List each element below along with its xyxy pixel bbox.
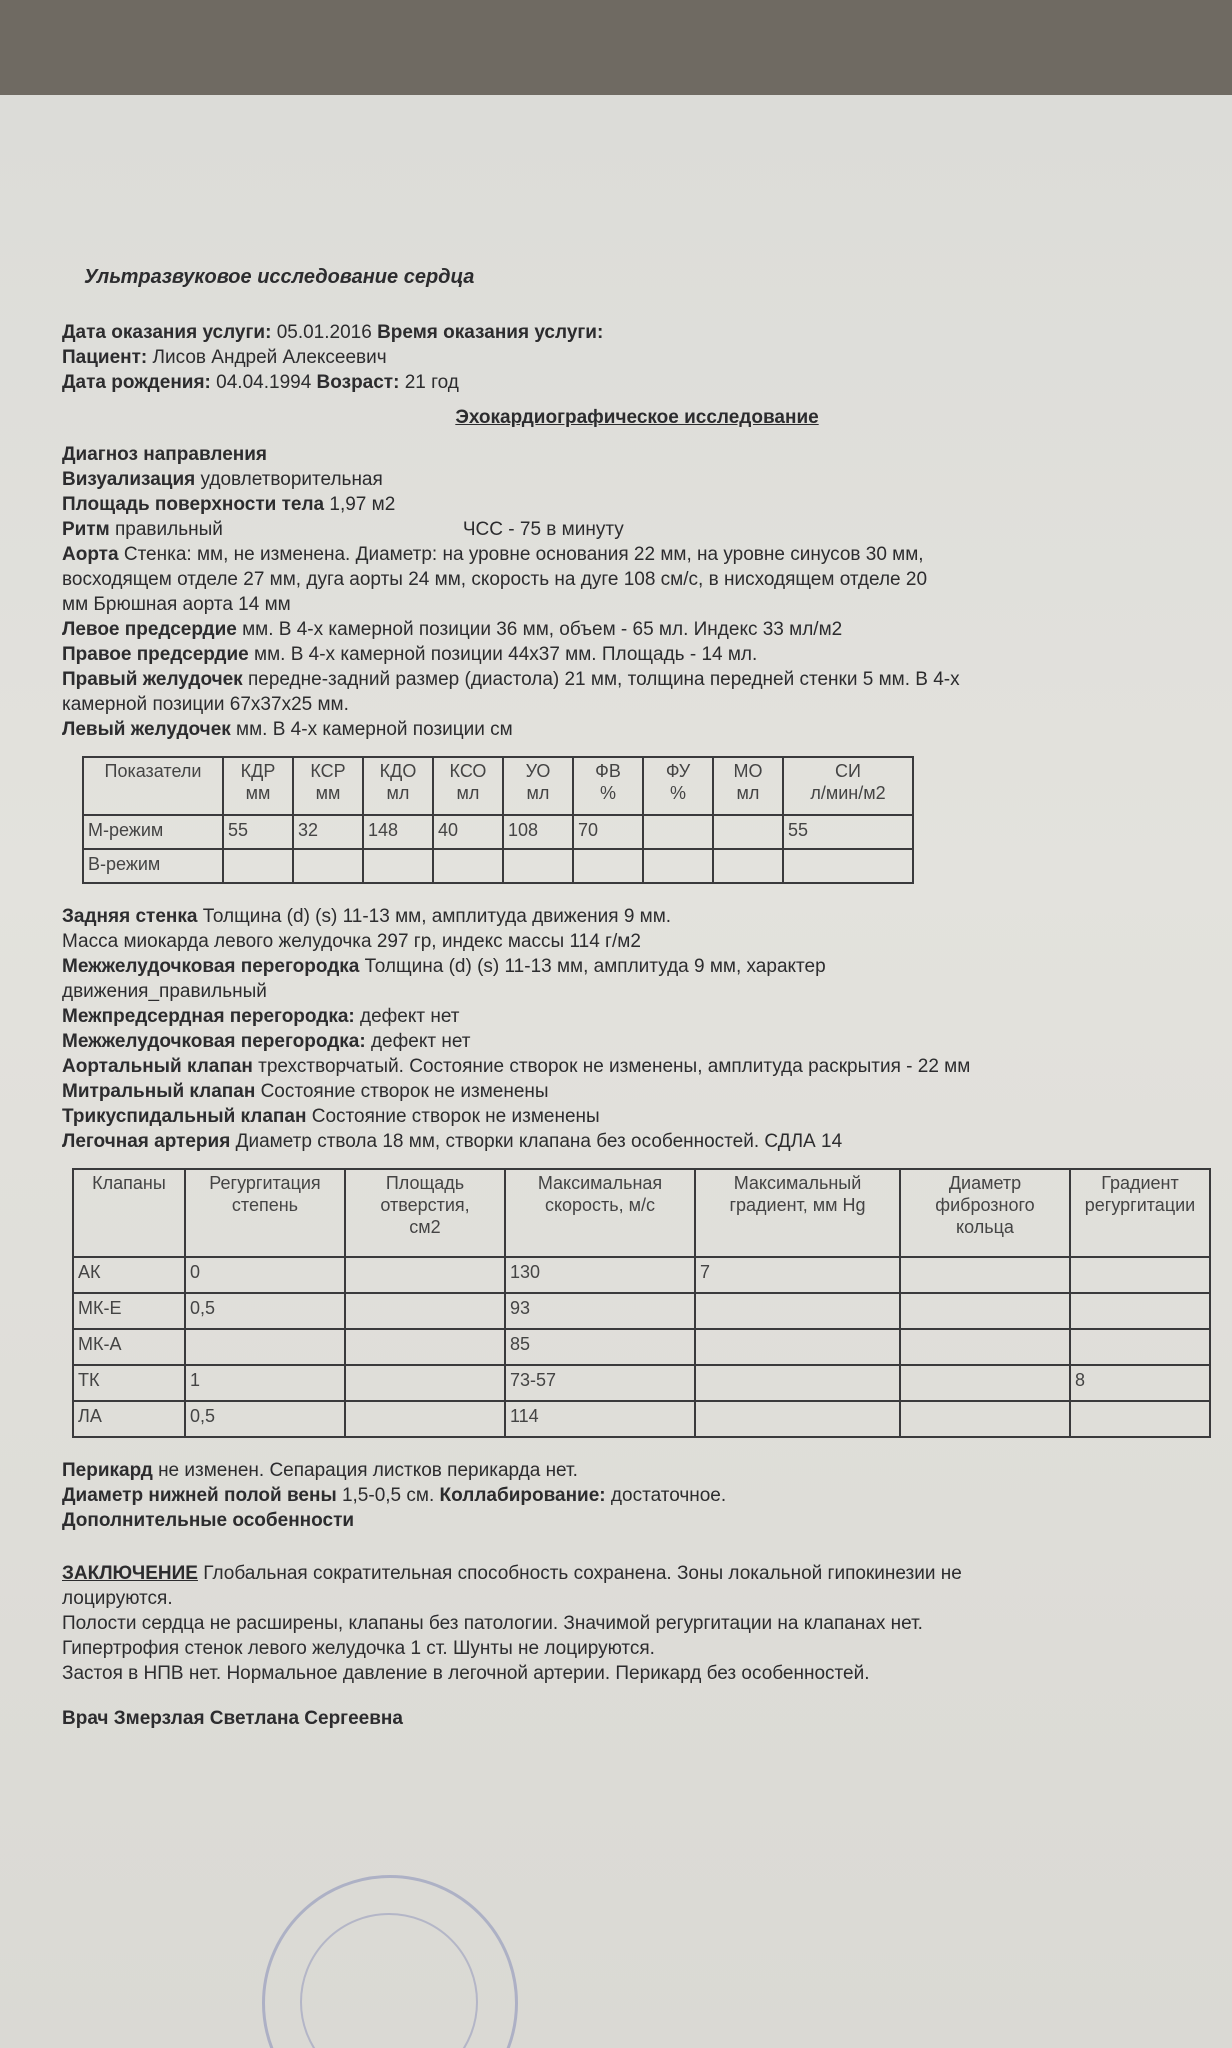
table-cell: 32 <box>293 815 363 849</box>
left-ventricle-line <box>62 717 1212 742</box>
ias-label: Межпредсердная перегородка: <box>62 1006 355 1027</box>
table-cell <box>643 815 713 849</box>
dob-label: Дата рождения: <box>62 372 211 393</box>
aorta-line-3: мм Брюшная аорта 14 мм <box>62 594 291 615</box>
table-cell <box>185 1329 345 1365</box>
table-cell <box>345 1329 505 1365</box>
mitral-valve-label: Митральный клапан <box>62 1081 256 1102</box>
left-atrium-label: Левое предсердие <box>62 619 237 640</box>
document-title: Ультразвуковое исследование сердца <box>84 266 475 288</box>
tricuspid-valve-label: Трикуспидальный клапан <box>62 1106 307 1127</box>
indicators-table <box>82 756 914 884</box>
table-cell <box>900 1257 1070 1293</box>
left-ventricle-label: Левый желудочек <box>62 719 231 740</box>
dob-line <box>62 370 1212 395</box>
aortic-valve-label: Аортальный клапан <box>62 1056 253 1077</box>
table-cell <box>1070 1401 1210 1437</box>
extra-features-line <box>62 1508 1212 1533</box>
right-ventricle-value: передне-задний размер (диастола) 21 мм, толщина передней стенки 5 мм. В 4-х <box>247 669 960 690</box>
header-cell: КСР мм <box>293 757 363 815</box>
table-cell <box>900 1401 1070 1437</box>
pulmonary-artery-line <box>62 1129 1212 1154</box>
table-cell <box>293 849 363 883</box>
header-cell: Регургитация степень <box>185 1169 345 1257</box>
ivc-value: 1,5-0,5 см. <box>341 1485 435 1506</box>
table-cell: ЛА <box>73 1401 185 1437</box>
table-cell: АК <box>73 1257 185 1293</box>
conclusion-heading: ЗАКЛЮЧЕНИЕ <box>62 1563 198 1584</box>
stamp-inner-ring <box>300 1913 478 2048</box>
diagnosis-line <box>62 442 1212 467</box>
service-date-line <box>62 320 1212 345</box>
body-area-line <box>62 492 1212 517</box>
aortic-valve-value: трехстворчатый. Состояние створок не изменены, амплитуда раскрытия - 22 мм <box>258 1056 971 1077</box>
ias-line <box>62 1004 1212 1029</box>
aorta-line-2: восходящем отделе 27 мм, дуга аорты 24 мм, скорость на дуге 108 см/с, в нисходящем отделе 20 <box>62 569 928 590</box>
pericardium-line <box>62 1458 1212 1483</box>
left-ventricle-value: мм. В 4-х камерной позиции см <box>236 719 513 740</box>
patient-value: Лисов Андрей Алексеевич <box>152 347 387 368</box>
date-value: 05.01.2016 <box>276 322 372 343</box>
ivc-line <box>62 1483 1212 1508</box>
table-cell: 0,5 <box>185 1401 345 1437</box>
doctor-signature: Врач Змерзлая Светлана Сергеевна <box>62 1708 403 1729</box>
table-cell: 0 <box>185 1257 345 1293</box>
table-cell: 40 <box>433 815 503 849</box>
header-cell: КСО мл <box>433 757 503 815</box>
rhythm-label: Ритм <box>62 519 110 540</box>
valves-header-row <box>73 1169 1210 1257</box>
myocardial-mass-line: Масса миокарда левого желудочка 297 гр, индекс массы 114 г/м2 <box>62 931 641 952</box>
ivs-label: Межжелудочковая перегородка <box>62 956 360 977</box>
ias-value: дефект нет <box>360 1006 460 1027</box>
valves-table <box>72 1168 1211 1438</box>
table-cell <box>345 1401 505 1437</box>
conclusion-block <box>62 1561 1212 1686</box>
left-atrium-line <box>62 617 1212 642</box>
table-cell: 85 <box>505 1329 695 1365</box>
table-cell <box>573 849 643 883</box>
right-atrium-line <box>62 642 1212 667</box>
header-cell: Максимальная скорость, м/с <box>505 1169 695 1257</box>
table-row <box>83 849 913 883</box>
right-ventricle-label: Правый желудочек <box>62 669 243 690</box>
tricuspid-valve-line <box>62 1104 1212 1129</box>
table-row <box>73 1365 1210 1401</box>
table-cell <box>713 849 783 883</box>
right-atrium-value: мм. В 4-х камерной позиции 44х37 мм. Площадь - 14 мл. <box>254 644 758 665</box>
collapse-value: достаточное. <box>610 1485 727 1506</box>
conclusion-line-5: Застоя в НПВ нет. Нормальное давление в легочной артерии. Перикард без особенностей. <box>62 1663 870 1684</box>
heart-rate-value: ЧСС - 75 в минуту <box>462 519 624 540</box>
tricuspid-valve-value: Состояние створок не изменены <box>311 1106 600 1127</box>
table-cell: 7 <box>695 1257 900 1293</box>
table-cell: 93 <box>505 1293 695 1329</box>
collapse-label: Коллабирование: <box>439 1485 606 1506</box>
table-cell <box>713 815 783 849</box>
right-ventricle-line <box>62 667 1212 692</box>
header-cell: Максимальный градиент, мм Hg <box>695 1169 900 1257</box>
conclusion-line-4: Гипертрофия стенок левого желудочка 1 ст. Шунты не лоцируются. <box>62 1638 655 1659</box>
header-cell: УО мл <box>503 757 573 815</box>
table-cell <box>900 1329 1070 1365</box>
table-cell: 108 <box>503 815 573 849</box>
left-atrium-value: мм. В 4-х камерной позиции 36 мм, объем - 65 мл. Индекс 33 мл/м2 <box>242 619 843 640</box>
header-cell: Диаметр фиброзного кольца <box>900 1169 1070 1257</box>
table-row <box>73 1401 1210 1437</box>
table-cell: 70 <box>573 815 643 849</box>
visualization-label: Визуализация <box>62 469 196 490</box>
table-cell: 114 <box>505 1401 695 1437</box>
table-cell: 0,5 <box>185 1293 345 1329</box>
posterior-wall-label: Задняя стенка <box>62 906 198 927</box>
indicators-header-row <box>83 757 913 815</box>
age-label: Возраст: <box>316 372 400 393</box>
ivc-label: Диаметр нижней полой вены <box>62 1485 337 1506</box>
dob-value: 04.04.1994 <box>216 372 312 393</box>
ivs-line-2: движения_правильный <box>62 981 267 1002</box>
table-cell <box>1070 1329 1210 1365</box>
table-cell <box>643 849 713 883</box>
posterior-wall-value: Толщина (d) (s) 11-13 мм, амплитуда движения 9 мм. <box>202 906 672 927</box>
header-cell: КДР мм <box>223 757 293 815</box>
table-cell: 55 <box>783 815 913 849</box>
table-cell <box>223 849 293 883</box>
aorta-line <box>62 542 1212 567</box>
table-cell <box>433 849 503 883</box>
header-cell: Площадь отверстия, см2 <box>345 1169 505 1257</box>
header-cell: Клапаны <box>73 1169 185 1257</box>
time-label: Время оказания услуги: <box>377 322 604 343</box>
table-cell: МК-А <box>73 1329 185 1365</box>
table-cell: 73-57 <box>505 1365 695 1401</box>
table-cell <box>695 1329 900 1365</box>
ivs-defect-line <box>62 1029 1212 1054</box>
header-cell: Показатели <box>83 757 223 815</box>
header-cell: МО мл <box>713 757 783 815</box>
conclusion-text: Глобальная сократительная способность сохранена. Зоны локальной гипокинезии не <box>203 1563 962 1584</box>
table-cell: 55 <box>223 815 293 849</box>
table-cell: ТК <box>73 1365 185 1401</box>
document-page <box>0 95 1232 2048</box>
extra-features-label: Дополнительные особенности <box>62 1510 355 1531</box>
table-cell <box>363 849 433 883</box>
visualization-line <box>62 467 1212 492</box>
header-cell: КДО мл <box>363 757 433 815</box>
section-title: Эхокардиографическое исследование <box>455 407 819 428</box>
table-cell <box>695 1293 900 1329</box>
pulmonary-artery-value: Диаметр ствола 18 мм, створки клапана без особенностей. СДЛА 14 <box>235 1131 843 1152</box>
table-cell <box>345 1293 505 1329</box>
ivs-defect-value: дефект нет <box>370 1031 471 1052</box>
table-cell <box>900 1293 1070 1329</box>
table-cell <box>900 1365 1070 1401</box>
table-cell <box>345 1365 505 1401</box>
date-label: Дата оказания услуги: <box>62 322 272 343</box>
ivs-line <box>62 954 1212 979</box>
right-atrium-label: Правое предсердие <box>62 644 249 665</box>
table-cell: 148 <box>363 815 433 849</box>
visualization-value: удовлетворительная <box>200 469 383 490</box>
header-cell: ФУ % <box>643 757 713 815</box>
posterior-wall-line <box>62 904 1212 929</box>
table-row <box>73 1329 1210 1365</box>
table-cell <box>695 1401 900 1437</box>
body-area-value: 1,97 м2 <box>329 494 396 515</box>
diagnosis-label: Диагноз направления <box>62 444 268 465</box>
pulmonary-artery-label: Легочная артерия <box>62 1131 231 1152</box>
table-cell <box>1070 1293 1210 1329</box>
table-cell: 1 <box>185 1365 345 1401</box>
ivs-defect-label: Межжелудочковая перегородка: <box>62 1031 366 1052</box>
table-cell <box>695 1365 900 1401</box>
right-ventricle-line-2: камерной позиции 67х37х25 мм. <box>62 694 349 715</box>
table-cell: 8 <box>1070 1365 1210 1401</box>
table-row <box>73 1293 1210 1329</box>
aortic-valve-line <box>62 1054 1212 1079</box>
aorta-label: Аорта <box>62 544 119 565</box>
stamp-seal <box>262 1875 518 2048</box>
table-cell <box>345 1257 505 1293</box>
rhythm-value: правильный <box>115 519 223 540</box>
table-row <box>73 1257 1210 1293</box>
pericardium-value: не изменен. Сепарация листков перикарда нет. <box>158 1460 578 1481</box>
body-area-label: Площадь поверхности тела <box>62 494 325 515</box>
patient-label: Пациент: <box>62 347 148 368</box>
header-cell: Градиент регургитации <box>1070 1169 1210 1257</box>
header-cell: СИ л/мин/м2 <box>783 757 913 815</box>
table-cell <box>783 849 913 883</box>
patient-line <box>62 345 1212 370</box>
table-cell: В-режим <box>83 849 223 883</box>
table-cell: М-режим <box>83 815 223 849</box>
rhythm-line <box>62 517 1212 542</box>
document-content <box>62 265 1212 1731</box>
table-row <box>83 815 913 849</box>
table-cell <box>503 849 573 883</box>
header-cell: ФВ % <box>573 757 643 815</box>
pericardium-label: Перикард <box>62 1460 153 1481</box>
mitral-valve-line <box>62 1079 1212 1104</box>
conclusion-line-1 <box>62 1561 1212 1586</box>
mitral-valve-value: Состояние створок не изменены <box>260 1081 549 1102</box>
conclusion-line-2: лоцируются. <box>62 1588 173 1609</box>
age-value: 21 год <box>404 372 459 393</box>
aorta-value: Стенка: мм, не изменена. Диаметр: на уровне основания 22 мм, на уровне синусов 30 мм, <box>123 544 924 565</box>
conclusion-line-3: Полости сердца не расширены, клапаны без патологии. Значимой регургитации на клапанах нет. <box>62 1613 923 1634</box>
table-cell: 130 <box>505 1257 695 1293</box>
table-cell: МК-Е <box>73 1293 185 1329</box>
ivs-value: Толщина (d) (s) 11-13 мм, амплитуда 9 мм, характер <box>364 956 826 977</box>
table-cell <box>1070 1257 1210 1293</box>
